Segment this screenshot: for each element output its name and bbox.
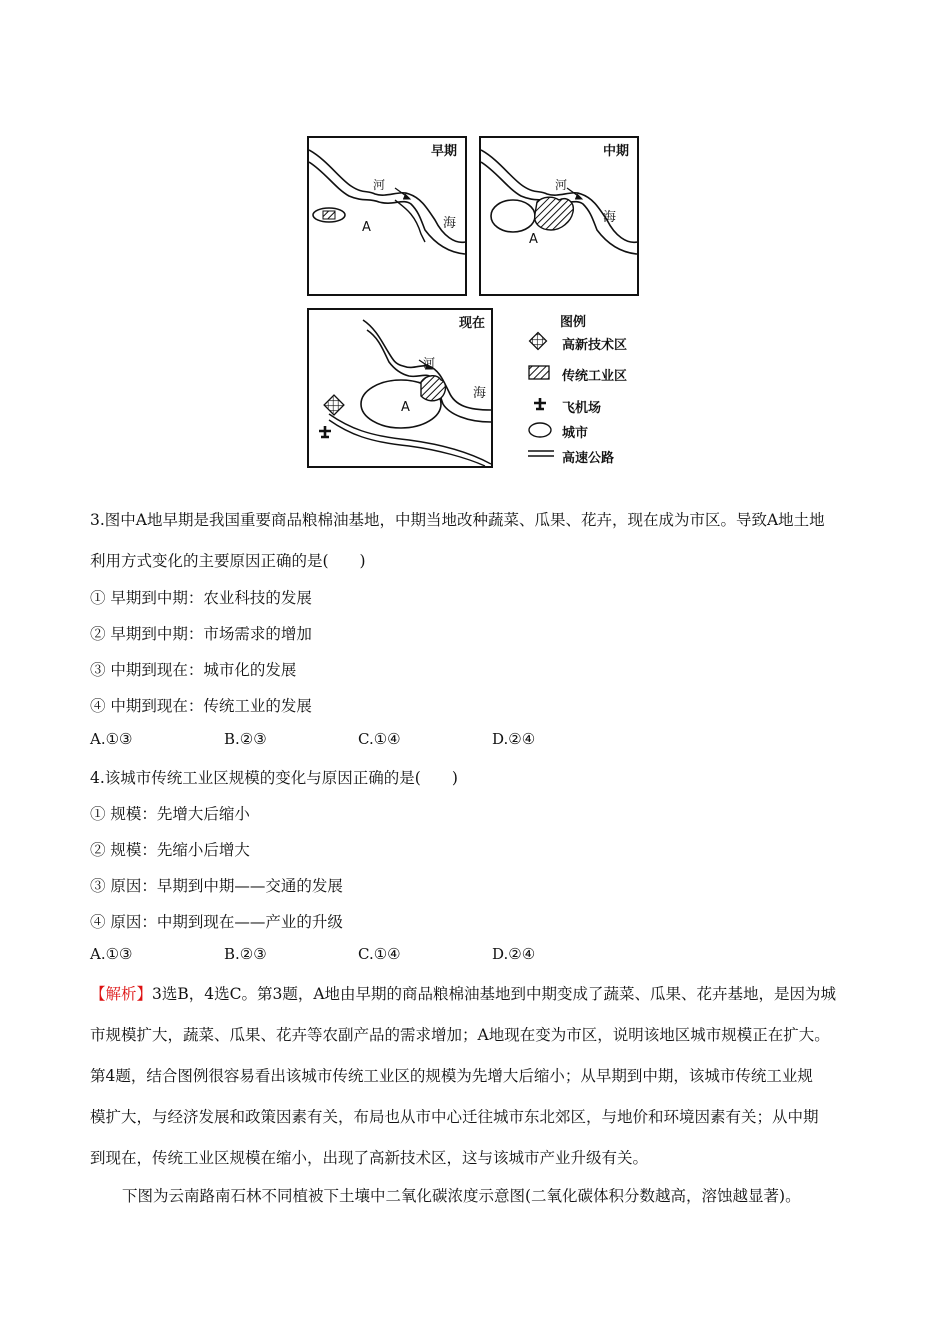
q3-option-a[interactable]: A.①③ (90, 730, 133, 748)
map-middle-title: 中期 (602, 144, 629, 159)
q4-option-d[interactable]: D.②④ (492, 945, 536, 963)
q3-item-3: ③ 中期到现在：城市化的发展 (90, 661, 297, 679)
legend-label-traditional-industry: 传统工业区 (562, 369, 628, 384)
analysis-line4: 模扩大，与经济发展和政策因素有关，布局也从市中心迁往城市东北郊区，与地价和环境因素有关；从中期 (90, 1108, 819, 1126)
q4-option-a[interactable]: A.①③ (90, 945, 133, 963)
map-now (307, 308, 493, 468)
next-question-intro: 下图为云南路南石林不同植被下土壤中二氧化碳浓度示意图(二氧化碳体积分数越高，溶蚀越显著)。 (122, 1187, 801, 1205)
traditional-industry-zone-icon (529, 366, 549, 379)
q3-option-c[interactable]: C.①④ (358, 730, 401, 748)
q4-item-4: ④ 原因：中期到现在——产业的升级 (90, 913, 343, 931)
airport-icon (534, 398, 546, 410)
analysis-line3: 第4题，结合图例很容易看出该城市传统工业区的规模为先增大后缩小；从早期到中期，该城市传统工业规 (90, 1067, 813, 1085)
q4-stem: 4.该城市传统工业区规模的变化与原因正确的是( ) (90, 769, 458, 787)
legend-label-city: 城市 (562, 426, 589, 441)
q4-option-b[interactable]: B.②③ (224, 945, 267, 963)
q3-stem-line2: 利用方式变化的主要原因正确的是( ) (90, 552, 366, 570)
analysis-line2: 市规模扩大，蔬菜、瓜果、花卉等农副产品的需求增加；A地现在变为市区，说明该地区城市规模正在扩大。 (90, 1026, 830, 1044)
industry-middle (535, 197, 574, 230)
legend-title: 图例 (560, 315, 587, 330)
analysis-line1-text: 3选B，4选C。第3题，A地由早期的商品粮棉油基地到中期变成了蔬菜、瓜果、花卉基地，是因为城 (152, 985, 837, 1003)
q3-item-1: ① 早期到中期：农业科技的发展 (90, 589, 312, 607)
map-early-drawing (309, 138, 465, 294)
legend-label-high-tech: 高新技术区 (562, 338, 628, 353)
airport-now (319, 426, 331, 438)
q3-option-b[interactable]: B.②③ (224, 730, 267, 748)
map-now-sea: 海 (473, 386, 487, 401)
map-early-title: 早期 (430, 144, 457, 159)
city-middle (491, 200, 535, 232)
analysis-tag: 【解析】 (90, 985, 153, 1003)
map-middle-sea: 海 (603, 210, 617, 225)
legend-label-highway: 高速公路 (562, 451, 615, 466)
city-icon (529, 423, 551, 437)
map-early-sea: 海 (443, 216, 457, 231)
map-early (307, 136, 467, 296)
industry-early (323, 211, 335, 219)
map-now-title: 现在 (458, 316, 485, 331)
map-now-drawing (309, 310, 491, 466)
map-middle (479, 136, 639, 296)
map-early-river: 河 (373, 178, 386, 192)
high-tech-zone-icon (530, 333, 547, 350)
q4-item-2: ② 规模：先缩小后增大 (90, 841, 250, 859)
q3-option-d[interactable]: D.②④ (492, 730, 536, 748)
q3-stem-line1: 3.图中A地早期是我国重要商品粮棉油基地，中期当地改种蔬菜、瓜果、花卉，现在成为市区。导致A地土地 (90, 511, 825, 529)
map-middle-river: 河 (555, 178, 568, 192)
hightech-now (324, 395, 344, 415)
q4-item-1: ① 规模：先增大后缩小 (90, 805, 250, 823)
map-legend (526, 308, 656, 468)
map-now-river: 河 (423, 356, 436, 370)
map-middle-city-label: A (529, 232, 538, 247)
legend-icons (526, 308, 556, 468)
analysis-line5: 到现在，传统工业区规模在缩小，出现了高新技术区，这与该城市产业升级有关。 (90, 1149, 649, 1167)
map-early-city-label: A (362, 220, 371, 235)
analysis-line1 (90, 982, 836, 1004)
map-now-city-label: A (401, 400, 410, 415)
q4-option-c[interactable]: C.①④ (358, 945, 401, 963)
q4-item-3: ③ 原因：早期到中期——交通的发展 (90, 877, 343, 895)
q3-item-2: ② 早期到中期：市场需求的增加 (90, 625, 312, 643)
legend-label-airport: 飞机场 (562, 401, 602, 416)
q3-item-4: ④ 中期到现在：传统工业的发展 (90, 697, 312, 715)
highway-icon (528, 451, 554, 456)
